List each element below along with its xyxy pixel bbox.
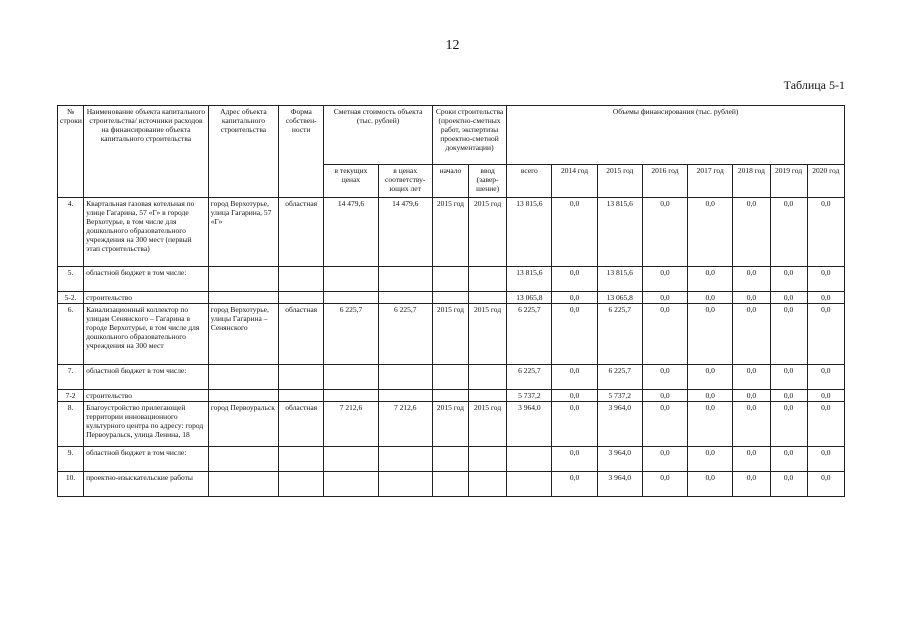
cost-current-cell: 7 212,6 bbox=[324, 402, 378, 447]
row-number-cell: 5-2. bbox=[58, 292, 84, 304]
object-name-cell: строительство bbox=[84, 390, 209, 402]
year-2019-cell: 0,0 bbox=[770, 365, 807, 390]
table-caption: Таблица 5-1 bbox=[783, 78, 845, 92]
header-construction-terms: Сроки строительства (проектно-сметных работ, экспертизы проектно-сметной документации) bbox=[432, 106, 506, 165]
cost-period-cell: 7 212,6 bbox=[378, 402, 432, 447]
commission-cell: 2015 год bbox=[469, 198, 507, 267]
address-cell bbox=[208, 472, 278, 497]
cost-current-cell bbox=[324, 472, 378, 497]
ownership-cell bbox=[279, 365, 324, 390]
ownership-cell: областная bbox=[279, 198, 324, 267]
object-name-cell: Благоустройство прилегающей территории инновационного культурного центра по адресу: город Первоуральск, улица Ленина, 18 bbox=[84, 402, 209, 447]
year-2019-cell: 0,0 bbox=[770, 198, 807, 267]
cost-current-cell: 6 225,7 bbox=[324, 304, 378, 365]
year-2019-cell: 0,0 bbox=[770, 267, 807, 292]
row-number-cell: 9. bbox=[58, 447, 84, 472]
year-2019-cell: 0,0 bbox=[770, 292, 807, 304]
table-row bbox=[58, 292, 845, 304]
year-2019-cell: 0,0 bbox=[770, 390, 807, 402]
start-cell bbox=[432, 472, 468, 497]
ownership-cell bbox=[279, 292, 324, 304]
header-address: Адрес объекта капитального строительства bbox=[208, 106, 278, 198]
year-2016-cell: 0,0 bbox=[642, 267, 687, 292]
year-2018-cell: 0,0 bbox=[733, 472, 770, 497]
address-cell: город Верхотурье, улицы Гагарина – Сенянского bbox=[208, 304, 278, 365]
year-2016-cell: 0,0 bbox=[642, 365, 687, 390]
year-2014-cell: 0,0 bbox=[552, 472, 597, 497]
year-2017-cell: 0,0 bbox=[688, 267, 733, 292]
year-2017-cell: 0,0 bbox=[688, 447, 733, 472]
year-2019-cell: 0,0 bbox=[770, 304, 807, 365]
cost-period-cell bbox=[378, 267, 432, 292]
address-cell: город Первоуральск bbox=[208, 402, 278, 447]
year-2020-cell: 0,0 bbox=[807, 390, 844, 402]
header-financing-volumes: Объемы финансирования (тыс. рублей) bbox=[507, 106, 845, 165]
year-2017-cell: 0,0 bbox=[688, 365, 733, 390]
year-2016-cell: 0,0 bbox=[642, 390, 687, 402]
cost-current-cell bbox=[324, 267, 378, 292]
year-2020-cell: 0,0 bbox=[807, 402, 844, 447]
total-cell bbox=[507, 472, 552, 497]
cost-current-cell bbox=[324, 365, 378, 390]
year-2015-cell: 6 225,7 bbox=[597, 304, 642, 365]
start-cell: 2015 год bbox=[432, 402, 468, 447]
header-object-name: Наименование объекта капитального строительства/ источники расходов на финансирование объекта капитального строительства bbox=[84, 106, 209, 198]
header-year-2016: 2016 год bbox=[642, 165, 687, 198]
row-number-cell: 10. bbox=[58, 472, 84, 497]
address-cell bbox=[208, 267, 278, 292]
year-2016-cell: 0,0 bbox=[642, 402, 687, 447]
ownership-cell bbox=[279, 267, 324, 292]
total-cell: 5 737,2 bbox=[507, 390, 552, 402]
cost-period-cell: 6 225,7 bbox=[378, 304, 432, 365]
year-2018-cell: 0,0 bbox=[733, 447, 770, 472]
year-2018-cell: 0,0 bbox=[733, 198, 770, 267]
total-cell: 6 225,7 bbox=[507, 304, 552, 365]
object-name-cell: областной бюджет в том числе: bbox=[84, 447, 209, 472]
table-row bbox=[58, 402, 845, 447]
total-cell: 13 815,6 bbox=[507, 198, 552, 267]
header-ownership: Форма собствен-ности bbox=[279, 106, 324, 198]
address-cell bbox=[208, 292, 278, 304]
year-2018-cell: 0,0 bbox=[733, 365, 770, 390]
start-cell bbox=[432, 390, 468, 402]
total-cell bbox=[507, 447, 552, 472]
row-number-cell: 8. bbox=[58, 402, 84, 447]
year-2017-cell: 0,0 bbox=[688, 402, 733, 447]
cost-current-cell: 14 479,6 bbox=[324, 198, 378, 267]
year-2020-cell: 0,0 bbox=[807, 267, 844, 292]
year-2014-cell: 0,0 bbox=[552, 390, 597, 402]
year-2020-cell: 0,0 bbox=[807, 472, 844, 497]
year-2016-cell: 0,0 bbox=[642, 304, 687, 365]
year-2017-cell: 0,0 bbox=[688, 390, 733, 402]
year-2018-cell: 0,0 bbox=[733, 402, 770, 447]
year-2020-cell: 0,0 bbox=[807, 304, 844, 365]
year-2014-cell: 0,0 bbox=[552, 402, 597, 447]
year-2016-cell: 0,0 bbox=[642, 292, 687, 304]
year-2020-cell: 0,0 bbox=[807, 447, 844, 472]
year-2014-cell: 0,0 bbox=[552, 198, 597, 267]
year-2018-cell: 0,0 bbox=[733, 267, 770, 292]
year-2015-cell: 3 964,0 bbox=[597, 472, 642, 497]
year-2014-cell: 0,0 bbox=[552, 292, 597, 304]
ownership-cell: областная bbox=[279, 304, 324, 365]
table-row bbox=[58, 267, 845, 292]
table-row bbox=[58, 472, 845, 497]
start-cell bbox=[432, 292, 468, 304]
header-year-2018: 2018 год bbox=[733, 165, 770, 198]
year-2018-cell: 0,0 bbox=[733, 304, 770, 365]
commission-cell bbox=[469, 472, 507, 497]
table-row bbox=[58, 198, 845, 267]
object-name-cell: проектно-изыскательские работы bbox=[84, 472, 209, 497]
object-name-cell: Квартальная газовая котельная по улице Гагарина, 57 «Г» в городе Верхотурье, в том числе для дошкольного образовательного учреждения на 300 мест (первый этап строительства) bbox=[84, 198, 209, 267]
year-2019-cell: 0,0 bbox=[770, 472, 807, 497]
commission-cell bbox=[469, 447, 507, 472]
total-cell: 13 815,6 bbox=[507, 267, 552, 292]
start-cell: 2015 год bbox=[432, 304, 468, 365]
commission-cell bbox=[469, 267, 507, 292]
address-cell: город Верхотурье, улица Гагарина, 57 «Г» bbox=[208, 198, 278, 267]
year-2015-cell: 13 065,8 bbox=[597, 292, 642, 304]
table-row bbox=[58, 447, 845, 472]
address-cell bbox=[208, 447, 278, 472]
start-cell bbox=[432, 365, 468, 390]
object-name-cell: областной бюджет в том числе: bbox=[84, 365, 209, 390]
year-2015-cell: 3 964,0 bbox=[597, 447, 642, 472]
year-2018-cell: 0,0 bbox=[733, 292, 770, 304]
header-cost-period-prices: в ценах соответству-ющих лет bbox=[378, 165, 432, 198]
cost-period-cell bbox=[378, 292, 432, 304]
ownership-cell: областная bbox=[279, 402, 324, 447]
table-row bbox=[58, 390, 845, 402]
year-2017-cell: 0,0 bbox=[688, 472, 733, 497]
row-number-cell: 7-2 bbox=[58, 390, 84, 402]
total-cell: 3 964,0 bbox=[507, 402, 552, 447]
year-2014-cell: 0,0 bbox=[552, 365, 597, 390]
cost-current-cell bbox=[324, 447, 378, 472]
row-number-cell: 6. bbox=[58, 304, 84, 365]
year-2014-cell: 0,0 bbox=[552, 447, 597, 472]
commission-cell: 2015 год bbox=[469, 402, 507, 447]
commission-cell: 2015 год bbox=[469, 304, 507, 365]
year-2018-cell: 0,0 bbox=[733, 390, 770, 402]
header-year-2015: 2015 год bbox=[597, 165, 642, 198]
year-2016-cell: 0,0 bbox=[642, 447, 687, 472]
header-start: начало bbox=[432, 165, 468, 198]
year-2016-cell: 0,0 bbox=[642, 472, 687, 497]
cost-period-cell bbox=[378, 447, 432, 472]
year-2019-cell: 0,0 bbox=[770, 402, 807, 447]
year-2017-cell: 0,0 bbox=[688, 292, 733, 304]
cost-current-cell bbox=[324, 292, 378, 304]
header-year-2014: 2014 год bbox=[552, 165, 597, 198]
cost-period-cell bbox=[378, 390, 432, 402]
header-row-number: № строки bbox=[58, 106, 84, 198]
year-2015-cell: 3 964,0 bbox=[597, 402, 642, 447]
start-cell: 2015 год bbox=[432, 198, 468, 267]
cost-period-cell bbox=[378, 365, 432, 390]
cost-current-cell bbox=[324, 390, 378, 402]
commission-cell bbox=[469, 292, 507, 304]
header-commission: ввод (завер-шение) bbox=[469, 165, 507, 198]
year-2017-cell: 0,0 bbox=[688, 304, 733, 365]
object-name-cell: областной бюджет в том числе: bbox=[84, 267, 209, 292]
cost-period-cell: 14 479,6 bbox=[378, 198, 432, 267]
year-2015-cell: 13 815,6 bbox=[597, 198, 642, 267]
year-2014-cell: 0,0 bbox=[552, 304, 597, 365]
start-cell bbox=[432, 267, 468, 292]
header-year-2019: 2019 год bbox=[770, 165, 807, 198]
total-cell: 6 225,7 bbox=[507, 365, 552, 390]
commission-cell bbox=[469, 365, 507, 390]
start-cell bbox=[432, 447, 468, 472]
year-2020-cell: 0,0 bbox=[807, 292, 844, 304]
row-number-cell: 7. bbox=[58, 365, 84, 390]
year-2015-cell: 6 225,7 bbox=[597, 365, 642, 390]
ownership-cell bbox=[279, 472, 324, 497]
cost-period-cell bbox=[378, 472, 432, 497]
year-2020-cell: 0,0 bbox=[807, 365, 844, 390]
year-2017-cell: 0,0 bbox=[688, 198, 733, 267]
total-cell: 13 065,8 bbox=[507, 292, 552, 304]
financing-table bbox=[57, 105, 845, 497]
header-cost-current-prices: в текущих ценах bbox=[324, 165, 378, 198]
year-2019-cell: 0,0 bbox=[770, 447, 807, 472]
address-cell bbox=[208, 365, 278, 390]
table-row bbox=[58, 304, 845, 365]
ownership-cell bbox=[279, 447, 324, 472]
year-2020-cell: 0,0 bbox=[807, 198, 844, 267]
row-number-cell: 5. bbox=[58, 267, 84, 292]
header-estimated-cost: Сметная стоимость объекта (тыс. рублей) bbox=[324, 106, 433, 165]
header-total: всего bbox=[507, 165, 552, 198]
ownership-cell bbox=[279, 390, 324, 402]
object-name-cell: Канализационный коллектор по улицам Сенянского – Гагарина в городе Верхотурье, в том числе для дошкольного образовательного учреждения на 300 мест bbox=[84, 304, 209, 365]
commission-cell bbox=[469, 390, 507, 402]
row-number-cell: 4. bbox=[58, 198, 84, 267]
header-year-2020: 2020 год bbox=[807, 165, 844, 198]
page-number: 12 bbox=[445, 38, 460, 53]
year-2014-cell: 0,0 bbox=[552, 267, 597, 292]
year-2015-cell: 13 815,6 bbox=[597, 267, 642, 292]
address-cell bbox=[208, 390, 278, 402]
year-2015-cell: 5 737,2 bbox=[597, 390, 642, 402]
year-2016-cell: 0,0 bbox=[642, 198, 687, 267]
table-row bbox=[58, 365, 845, 390]
object-name-cell: строительство bbox=[84, 292, 209, 304]
header-year-2017: 2017 год bbox=[688, 165, 733, 198]
